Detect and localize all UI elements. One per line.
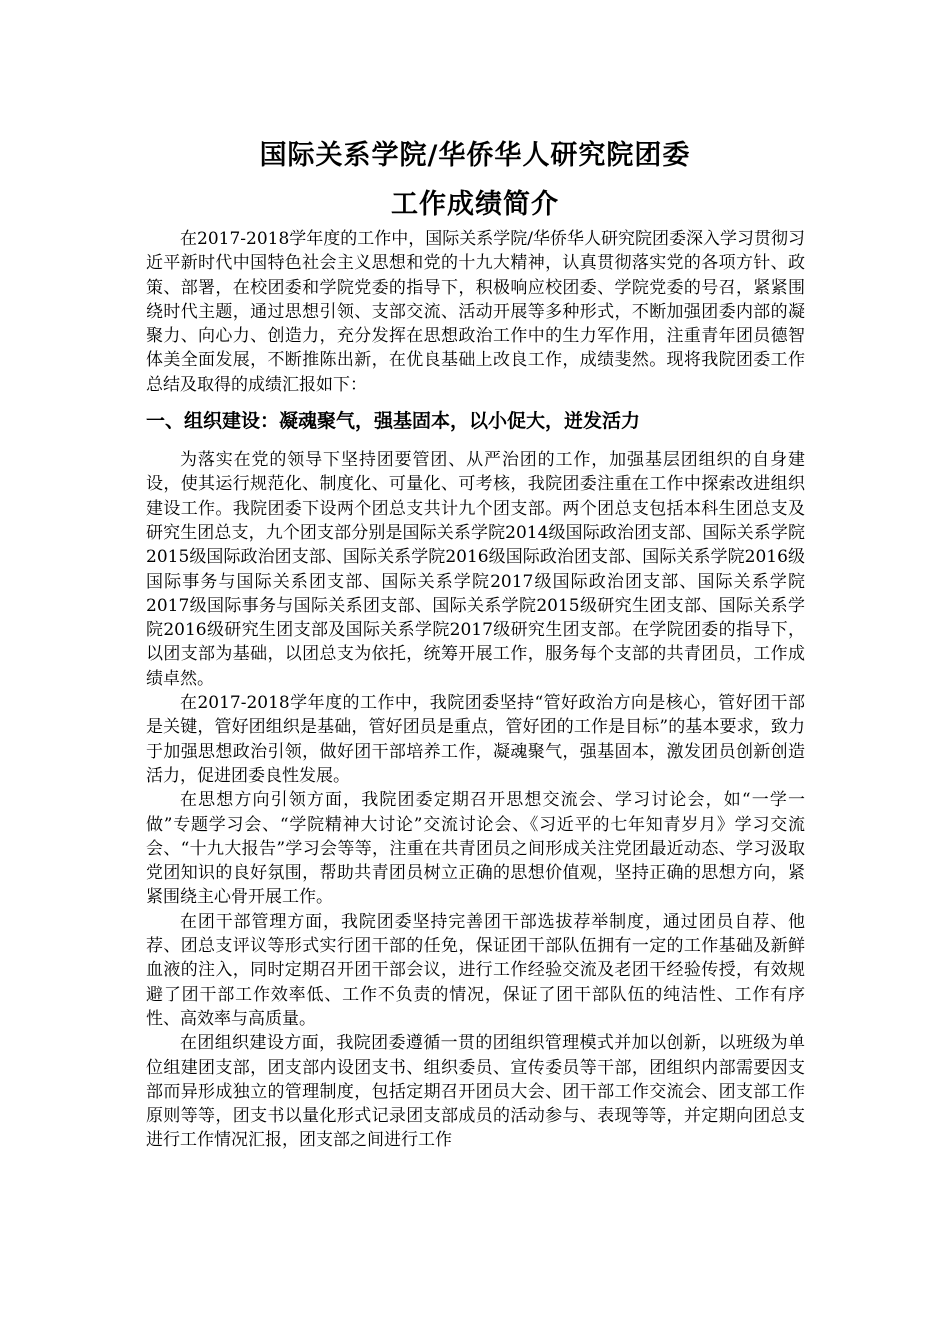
document-body (146, 227, 805, 1153)
body-paragraph: 在团组织建设方面，我院团委遵循一贯的团组织管理模式并加以创新，以班级为单位组建团支部，团支部内设团支书、组织委员、宣传委员等干部，团组织内部需要因支部而异形成独立的管理制度，包括定期召开团员大会、团干部工作交流会、团支部工作原则等等，团支书以量化形式记录团支部成员的活动参与、表现等等，并定期向团总支进行工作情况汇报，团支部之间进行工作 (146, 1033, 805, 1151)
section-heading: 一、组织建设：凝魂聚气，强基固本，以小促大，迸发活力 (146, 410, 641, 433)
intro-paragraph: 在2017-2018学年度的工作中，国际关系学院/华侨华人研究院团委深入学习贯彻习近平新时代中国特色社会主义思想和党的十九大精神，认真贯彻落实党的各项方针、政策、部署，在校团委和学院党委的指导下，积极响应校团委、学院党委的号召，紧紧围绕时代主题，通过思想引领、支部交流、活动开展等多种形式，不断加强团委内部的凝聚力、向心力、创造力，充分发挥在思想政治工作中的生力军作用，注重青年团员德智体美全面发展，不断推陈出新，在优良基础上改良工作，成绩斐然。现将我院团委工作总结及取得的成绩汇报如下： (146, 229, 805, 395)
body-paragraph: 在团干部管理方面，我院团委坚持完善团干部选拔荐举制度，通过团员自荐、他荐、团总支评议等形式实行团干部的任免，保证团干部队伍拥有一定的工作基础及新鲜血液的注入，同时定期召开团干部会议，进行工作经验交流及老团干经验传授，有效规避了团干部工作效率低、工作不负责的情况，保证了团干部队伍的纯洁性、工作有序性、高效率与高质量。 (146, 911, 805, 1029)
body-paragraph: 在思想方向引领方面，我院团委定期召开思想交流会、学习讨论会，如“一学一做”专题学习会、“学院精神大讨论”交流讨论会、《习近平的七年知青岁月》学习交流会、“十九大报告”学习会等等，注重在共青团员之间形成关注党团最近动态、学习汲取党团知识的良好氛围，帮助共青团员树立正确的思想价值观，坚持正确的思想方向，紧紧围绕主心骨开展工作。 (146, 790, 805, 908)
document-title: 国际关系学院/华侨华人研究院团委 (259, 140, 691, 171)
body-paragraph: 在2017-2018学年度的工作中，我院团委坚持“管好政治方向是核心，管好团干部是关键，管好团组织是基础，管好团员是重点，管好团的工作是目标”的基本要求，致力于加强思想政治引领，做好团干部培养工作，凝魂聚气，强基固本，激发团员创新创造活力，促进团委良性发展。 (146, 693, 805, 786)
body-paragraph: 为落实在党的领导下坚持团要管团、从严治团的工作，加强基层团组织的自身建设，使其运行规范化、制度化、可量化、可考核，我院团委注重在工作中探索改进组织建设工作。我院团委下设两个团总支共计九个团支部。两个团总支包括本科生团总支及研究生团总支，九个团支部分别是国际关系学院2014级国际政治团支部、国际关系学院2015级国际政治团支部、国际关系学院2016级国际政治团支部、国际关系学院2016级国际事务与国际关系团支部、国际关系学院2017级国际政治团支部、国际关系学院2017级国际事务与国际关系团支部、国际关系学院2015级研究生团支部、国际关系学院2016级研究生团支部及国际关系学院2017级研究生团支部。在学院团委的指导下，以团支部为基础，以团总支为依托，统筹开展工作，服务每个支部的共青团员，工作成绩卓然。 (146, 450, 805, 689)
document-subtitle: 工作成绩简介 (391, 189, 559, 220)
